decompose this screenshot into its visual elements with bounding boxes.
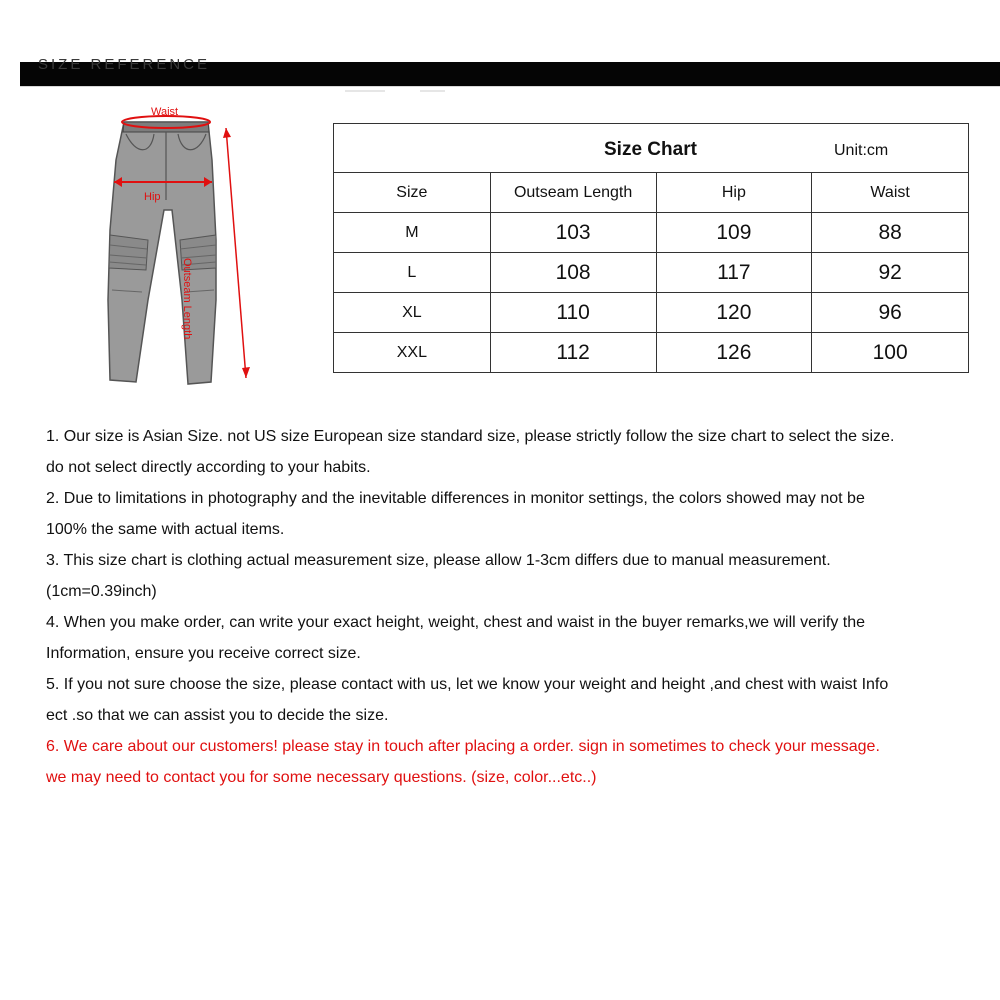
- table-header-row: [334, 173, 969, 213]
- waist-cell: 96: [812, 293, 969, 333]
- table-row: [334, 213, 969, 253]
- note-line: 2. Due to limitations in photography and the inevitable differences in monitor settings, the colors showed may not be: [46, 490, 865, 507]
- header-ghost-title: SIZE REFERENCE: [38, 56, 211, 73]
- note-line: Information, ensure you receive correct size.: [46, 645, 361, 662]
- note-line: 4. When you make order, can write your exact height, weight, chest and waist in the buyer remarks,we will verify the: [46, 614, 866, 631]
- column-header-size: Size: [334, 173, 491, 213]
- hip-cell: 117: [656, 253, 812, 293]
- hip-cell: 109: [656, 213, 812, 253]
- chart-title: Size Chart: [604, 139, 697, 160]
- hip-cell: 120: [656, 293, 812, 333]
- chart-unit: Unit:cm: [834, 142, 889, 159]
- waist-label: Waist: [151, 106, 179, 118]
- waist-cell: 88: [812, 213, 969, 253]
- table-title-row: [334, 124, 969, 173]
- table-row: [334, 293, 969, 333]
- hip-label: Hip: [144, 191, 161, 203]
- size-chart-table: [333, 123, 969, 373]
- notes-section: [46, 421, 996, 793]
- waist-cell: 92: [812, 253, 969, 293]
- size-cell: M: [334, 213, 491, 253]
- note-line: do not select directly according to your habits.: [46, 459, 371, 476]
- note-line: (1cm=0.39inch): [46, 583, 157, 600]
- outseam-label: Outseam Length: [181, 258, 193, 340]
- outseam-cell: 108: [490, 253, 656, 293]
- waist-cell: 100: [812, 333, 969, 373]
- column-header-hip: Hip: [656, 173, 812, 213]
- column-header-outseam: Outseam Length: [490, 173, 656, 213]
- note-line: 3. This size chart is clothing actual measurement size, please allow 1-3cm differs due to manual measurement.: [46, 552, 831, 569]
- column-header-waist: Waist: [812, 173, 969, 213]
- size-cell: L: [334, 253, 491, 293]
- outseam-cell: 112: [490, 333, 656, 373]
- table-title-cell: [334, 124, 969, 173]
- decorative-dash: [420, 90, 445, 92]
- note-line: 1. Our size is Asian Size. not US size European size standard size, please strictly follow the size chart to select the size.: [46, 428, 895, 445]
- note-line: 100% the same with actual items.: [46, 521, 285, 538]
- header-divider: [20, 86, 1000, 87]
- size-cell: XXL: [334, 333, 491, 373]
- note-line: 5. If you not sure choose the size, please contact with us, let we know your weight and height ,and chest with waist Info: [46, 676, 889, 693]
- pants-illustration: [96, 100, 266, 390]
- note-line: ect .so that we can assist you to decide the size.: [46, 707, 389, 724]
- hip-cell: 126: [656, 333, 812, 373]
- size-cell: XL: [334, 293, 491, 333]
- table-row: [334, 333, 969, 373]
- note-line-highlight: we may need to contact you for some necessary questions. (size, color...etc..): [46, 769, 597, 786]
- outseam-cell: 103: [490, 213, 656, 253]
- note-line-highlight: 6. We care about our customers! please stay in touch after placing a order. sign in sometimes to check your message.: [46, 738, 880, 755]
- decorative-dash: [345, 90, 385, 92]
- table-row: [334, 253, 969, 293]
- outseam-cell: 110: [490, 293, 656, 333]
